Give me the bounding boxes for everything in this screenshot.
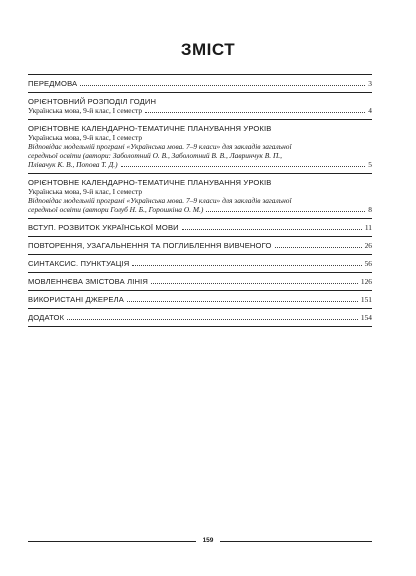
dot-leader	[80, 85, 365, 86]
toc-description-line: Плівачук К. В., Попова Т. Д.)	[28, 160, 118, 169]
dot-leader	[132, 265, 361, 266]
toc-page-number: 11	[364, 223, 372, 232]
page-title: ЗМІСТ	[180, 40, 236, 59]
toc-entry-hours-distribution[interactable]	[28, 93, 372, 119]
dot-leader	[151, 283, 358, 284]
toc-entry-planning-zabolotnyi[interactable]	[28, 120, 372, 173]
dot-leader	[206, 211, 365, 212]
toc-entry-planning-holub[interactable]	[28, 174, 372, 218]
toc-heading: ВСТУП. РОЗВИТОК УКРАЇНСЬКОЇ МОВИ	[28, 223, 179, 232]
dot-leader	[275, 247, 362, 248]
dot-leader	[127, 301, 358, 302]
toc-heading: ДОДАТОК	[28, 313, 65, 322]
dot-leader	[182, 229, 362, 230]
toc-heading: ВИКОРИСТАНІ ДЖЕРЕЛА	[28, 295, 124, 304]
toc-page-number: 154	[360, 313, 372, 322]
toc-page-number: 126	[360, 277, 372, 286]
toc-entry-appendix[interactable]	[28, 309, 372, 326]
toc-page-number: 8	[368, 205, 372, 214]
toc-heading: ОРІЄНТОВНЕ КАЛЕНДАРНО-ТЕМАТИЧНЕ ПЛАНУВАННЯ УРОКІВ	[28, 124, 272, 133]
toc-description-line: середньої освіти (автори: Заболотний О. В., Заболотний В. В., Лавринчук В. П.,	[28, 151, 282, 160]
toc-entry-syntax[interactable]	[28, 255, 372, 272]
toc-page-number: 26	[364, 241, 372, 250]
table-of-contents	[28, 74, 372, 327]
toc-heading: ОРІЄНТОВНЕ КАЛЕНДАРНО-ТЕМАТИЧНЕ ПЛАНУВАННЯ УРОКІВ	[28, 178, 272, 187]
toc-subheading: Українська мова, 9-й клас, І семестр	[28, 187, 143, 196]
toc-heading: СИНТАКСИС. ПУНКТУАЦІЯ	[28, 259, 130, 268]
toc-entry-sources[interactable]	[28, 291, 372, 308]
footer-page-number: 159	[196, 537, 220, 544]
toc-subheading: Українська мова, 9-й клас, І семестр	[28, 106, 143, 115]
toc-entry-speech[interactable]	[28, 273, 372, 290]
toc-description-line: Відповідає модельній програмі «Українська мова. 7–9 класи» для закладів загальної	[28, 196, 292, 205]
divider	[28, 326, 372, 327]
toc-page-number: 56	[364, 259, 372, 268]
toc-heading: ПОВТОРЕННЯ, УЗАГАЛЬНЕННЯ ТА ПОГЛИБЛЕННЯ ВИВЧЕНОГО	[28, 241, 272, 250]
toc-entry-preface[interactable]	[28, 75, 372, 92]
toc-entry-review[interactable]	[28, 237, 372, 254]
dot-leader	[145, 112, 365, 113]
toc-heading: ПЕРЕДМОВА	[28, 79, 78, 88]
dot-leader	[121, 166, 366, 167]
toc-description-line: Відповідає модельній програмі «Українська мова. 7–9 класи» для закладів загальної	[28, 142, 292, 151]
toc-heading: МОВЛЕННЄВА ЗМІСТОВА ЛІНІЯ	[28, 277, 149, 286]
toc-entry-introduction[interactable]	[28, 219, 372, 236]
toc-page-number: 151	[360, 295, 372, 304]
toc-subheading: Українська мова, 9-й клас, І семестр	[28, 133, 143, 142]
toc-page-number: 4	[368, 106, 372, 115]
toc-page-number: 5	[368, 160, 372, 169]
dot-leader	[67, 319, 358, 320]
toc-heading: ОРІЄНТОВНИЙ РОЗПОДІЛ ГОДИН	[28, 97, 157, 106]
toc-description-line: середньої освіти (автори Голуб Н. Б., Горошкіна О. М.)	[28, 205, 204, 214]
toc-page-number: 3	[368, 79, 372, 88]
